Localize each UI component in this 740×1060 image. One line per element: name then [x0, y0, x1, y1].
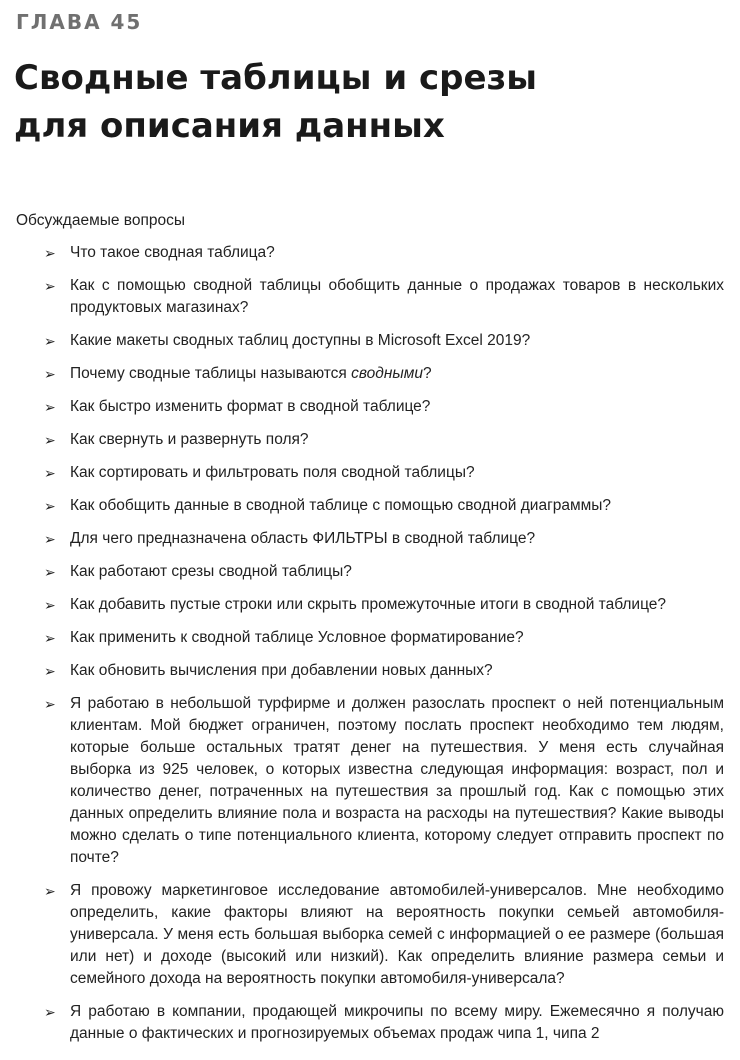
arrow-bullet-icon: ➢: [44, 432, 56, 448]
list-item: [44, 660, 724, 682]
question-text: Какие макеты сводных таблиц доступны в Microsoft Excel 2019?: [70, 332, 531, 349]
questions-heading: Обсуждаемые вопросы: [16, 212, 186, 229]
arrow-bullet-icon: ➢: [44, 245, 56, 261]
list-item: [44, 627, 724, 649]
question-text-italic: сводными: [351, 365, 423, 382]
arrow-bullet-icon: ➢: [44, 399, 56, 415]
list-item: [44, 396, 724, 418]
question-text: Я работаю в небольшой турфирме и должен разослать проспект о ней потенциальным клиентам. Мой бюджет ограничен, поэтому послать проспект необходимо тем людям, которые больше остальных тратят денег на путешествия. У меня есть случайная выборка из 925 человек, о которых известна следующая информация: возраст, пол и количество денег, потраченных на путешествия за прошлый год. Как с помощью этих данных определить влияние пола и возраста на расходы на путешествия? Какие выводы можно сделать о типе потенциального клиента, которому следует отправить проспект по почте?: [70, 695, 724, 866]
question-text: Как свернуть и развернуть поля?: [70, 431, 309, 448]
arrow-bullet-icon: ➢: [44, 564, 56, 580]
question-text: Как обобщить данные в сводной таблице с помощью сводной диаграммы?: [70, 497, 612, 514]
arrow-bullet-icon: ➢: [44, 883, 56, 899]
arrow-bullet-icon: ➢: [44, 278, 56, 294]
arrow-bullet-icon: ➢: [44, 531, 56, 547]
list-item: [44, 242, 724, 264]
question-text: Я провожу маркетинговое исследование автомобилей-универсалов. Мне необходимо определить, какие факторы влияют на вероятность покупки семьей автомобиля-универсала. У меня есть большая выборка семей с информацией о ее размере (большая или нет) и доходе (высокий или низкий). Как определить влияние размера семьи и семейного дохода на вероятность покупки автомобиля-универсала?: [70, 882, 724, 987]
list-item: [44, 561, 724, 583]
arrow-bullet-icon: ➢: [44, 1004, 56, 1020]
arrow-bullet-icon: ➢: [44, 597, 56, 613]
list-item: [44, 462, 724, 484]
list-item: [44, 275, 724, 319]
arrow-bullet-icon: ➢: [44, 696, 56, 712]
question-text: Для чего предназначена область ФИЛЬТРЫ в сводной таблице?: [70, 530, 536, 547]
question-text: Как сортировать и фильтровать поля сводной таблицы?: [70, 464, 475, 481]
question-text: Как быстро изменить формат в сводной таблице?: [70, 398, 431, 415]
list-item: [44, 495, 724, 517]
arrow-bullet-icon: ➢: [44, 498, 56, 514]
arrow-bullet-icon: ➢: [44, 366, 56, 382]
chapter-title-line-2: для описания данных: [14, 106, 445, 146]
question-text: Я работаю в компании, продающей микрочипы по всему миру. Ежемесячно я получаю данные о фактических и прогнозируемых объемах продаж чипа 1, чипа 2: [70, 1003, 724, 1042]
arrow-bullet-icon: ➢: [44, 333, 56, 349]
question-text-before: Почему сводные таблицы называются: [70, 365, 352, 382]
question-text: [70, 365, 432, 382]
question-text-after: ?: [423, 365, 432, 382]
question-text: Как добавить пустые строки или скрыть промежуточные итоги в сводной таблице?: [70, 596, 667, 613]
list-item: [44, 330, 724, 352]
arrow-bullet-icon: ➢: [44, 465, 56, 481]
question-text: Что такое сводная таблица?: [70, 244, 275, 261]
list-item: [44, 880, 724, 990]
list-item: [44, 528, 724, 550]
question-text: Как обновить вычисления при добавлении новых данных?: [70, 662, 493, 679]
question-text: Как с помощью сводной таблицы обобщить данные о продажах товаров в нескольких продуктовых магазинах?: [70, 277, 724, 316]
arrow-bullet-icon: ➢: [44, 630, 56, 646]
list-item: [44, 693, 724, 869]
list-item: [44, 594, 724, 616]
list-item: [44, 1001, 724, 1045]
chapter-title-line-1: Сводные таблицы и срезы: [14, 58, 538, 98]
list-item: [44, 363, 724, 385]
chapter-title: [14, 54, 714, 150]
question-list: [44, 242, 724, 1056]
list-item: [44, 429, 724, 451]
arrow-bullet-icon: ➢: [44, 663, 56, 679]
question-text: Как работают срезы сводной таблицы?: [70, 563, 352, 580]
question-text: Как применить к сводной таблице Условное форматирование?: [70, 629, 524, 646]
chapter-label: ГЛАВА 45: [16, 10, 143, 34]
